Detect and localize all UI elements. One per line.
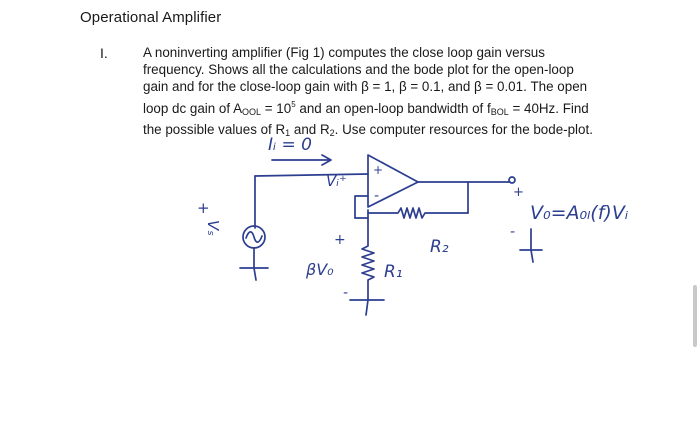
ground-tail-output: [531, 250, 533, 262]
problem-line: frequency. Shows all the calculations and the bode plot for the open-loop: [143, 62, 574, 78]
source-voltage-label: Vₛ: [204, 220, 222, 236]
feedback-node-wire: [355, 210, 368, 218]
opamp-minus: -: [374, 188, 380, 204]
r2-resistor: [368, 208, 468, 218]
problem-line: gain and for the close-loop gain with β = 1, β = 0.1, and β = 0.01. The open: [143, 79, 588, 95]
page-title: Operational Amplifier: [80, 9, 222, 26]
output-terminal: [509, 177, 515, 183]
inverting-input-wire: [355, 196, 368, 218]
feedback-plus: +: [334, 232, 346, 248]
problem-line: the possible values of $R_1$ and $R_2$. Use computer resources for the bode-plot.: [143, 121, 593, 138]
vi-plus-label: Vᵢ⁺: [326, 172, 347, 190]
output-minus: -: [510, 224, 516, 240]
r2-label: R₂: [430, 237, 449, 257]
r1-resistor: [362, 218, 374, 300]
scrollbar-thumb[interactable]: [693, 285, 697, 347]
feedback-voltage-label: βV₀: [306, 260, 334, 279]
ground-tail-source: [254, 268, 256, 280]
source-plus: +: [197, 199, 210, 217]
r1-label: R₁: [384, 262, 403, 282]
feedback-minus: -: [343, 285, 349, 301]
output-plus: +: [513, 185, 524, 200]
problem-line: loop dc gain of $A_{OOL} = 10^5$ and an open-loop bandwidth of $f_{BOL} = 40Hz$. Find: [143, 99, 589, 117]
opamp-plus: +: [373, 163, 384, 177]
item-number: I.: [100, 45, 108, 61]
sine-icon: [246, 232, 262, 242]
input-current-label: Iᵢ = 0: [268, 135, 312, 155]
output-equation: V₀=A₀ₗ(f)Vᵢ: [530, 202, 629, 224]
input-wire: [255, 174, 368, 176]
ground-tail-r1: [366, 300, 368, 315]
problem-line: A noninverting amplifier (Fig 1) computes the close loop gain versus: [143, 45, 545, 60]
